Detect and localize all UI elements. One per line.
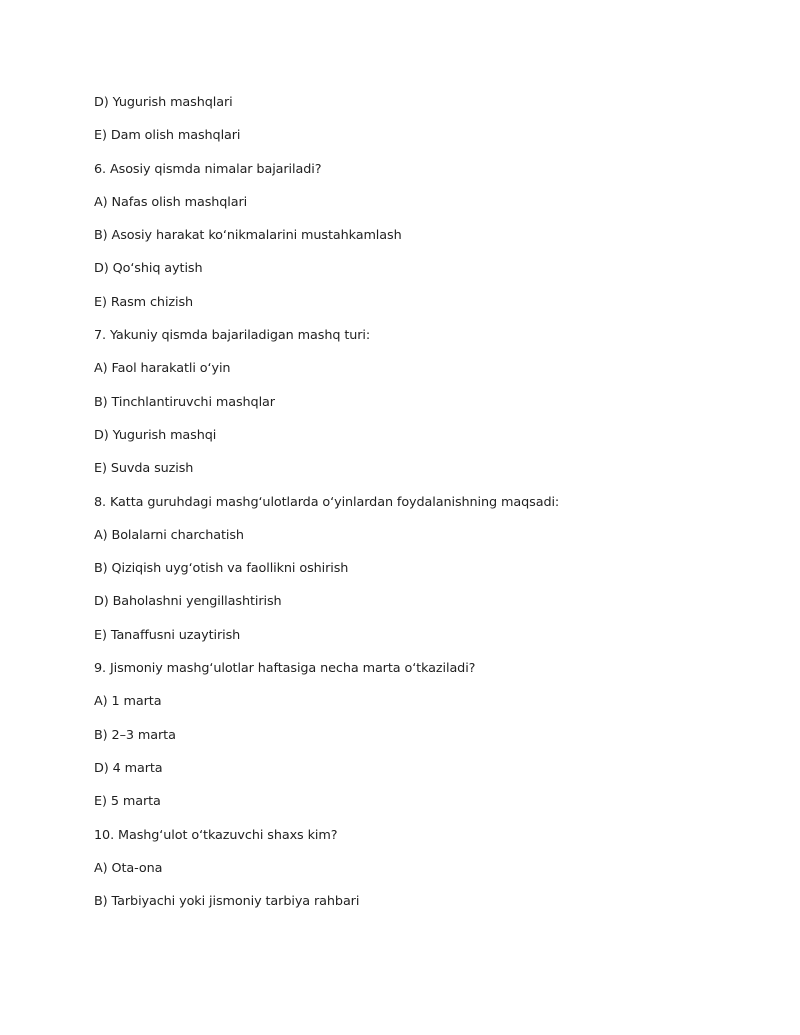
option-line: B) Asosiy harakat ko‘nikmalarini mustahkamlash bbox=[94, 228, 402, 244]
question-line: 9. Jismoniy mashg‘ulotlar haftasiga necha marta o‘tkaziladi? bbox=[94, 661, 476, 677]
option-line: D) Qo‘shiq aytish bbox=[94, 261, 203, 277]
option-line: E) Rasm chizish bbox=[94, 294, 194, 310]
option-line: A) Ota-ona bbox=[94, 860, 163, 876]
option-line: A) 1 marta bbox=[94, 694, 162, 710]
option-line: A) Faol harakatli o‘yin bbox=[94, 361, 231, 377]
question-line: 6. Asosiy qismda nimalar bajariladi? bbox=[94, 161, 322, 177]
option-line: E) 5 marta bbox=[94, 794, 161, 810]
option-line: A) Bolalarni charchatish bbox=[94, 527, 244, 543]
option-line: E) Suvda suzish bbox=[94, 461, 194, 477]
question-line: 10. Mashg‘ulot o‘tkazuvchi shaxs kim? bbox=[94, 827, 338, 843]
option-line: B) Tinchlantiruvchi mashqlar bbox=[94, 394, 275, 410]
option-line: D) 4 marta bbox=[94, 760, 163, 776]
option-line: E) Tanaffusni uzaytirish bbox=[94, 627, 241, 643]
option-line: B) 2–3 marta bbox=[94, 727, 176, 743]
question-line: 8. Katta guruhdagi mashg‘ulotlarda o‘yinlardan foydalanishning maqsadi: bbox=[94, 494, 560, 510]
question-line: 7. Yakuniy qismda bajariladigan mashq turi: bbox=[94, 328, 371, 344]
document-body bbox=[94, 93, 774, 925]
option-line: D) Baholashni yengillashtirish bbox=[94, 594, 282, 610]
option-line: D) Yugurish mashqi bbox=[94, 427, 217, 443]
option-line: B) Tarbiyachi yoki jismoniy tarbiya rahbari bbox=[94, 894, 360, 910]
option-line: E) Dam olish mashqlari bbox=[94, 128, 241, 144]
option-line: B) Qiziqish uyg‘otish va faollikni oshirish bbox=[94, 561, 349, 577]
option-line: A) Nafas olish mashqlari bbox=[94, 194, 248, 210]
option-line: D) Yugurish mashqlari bbox=[94, 95, 233, 110]
